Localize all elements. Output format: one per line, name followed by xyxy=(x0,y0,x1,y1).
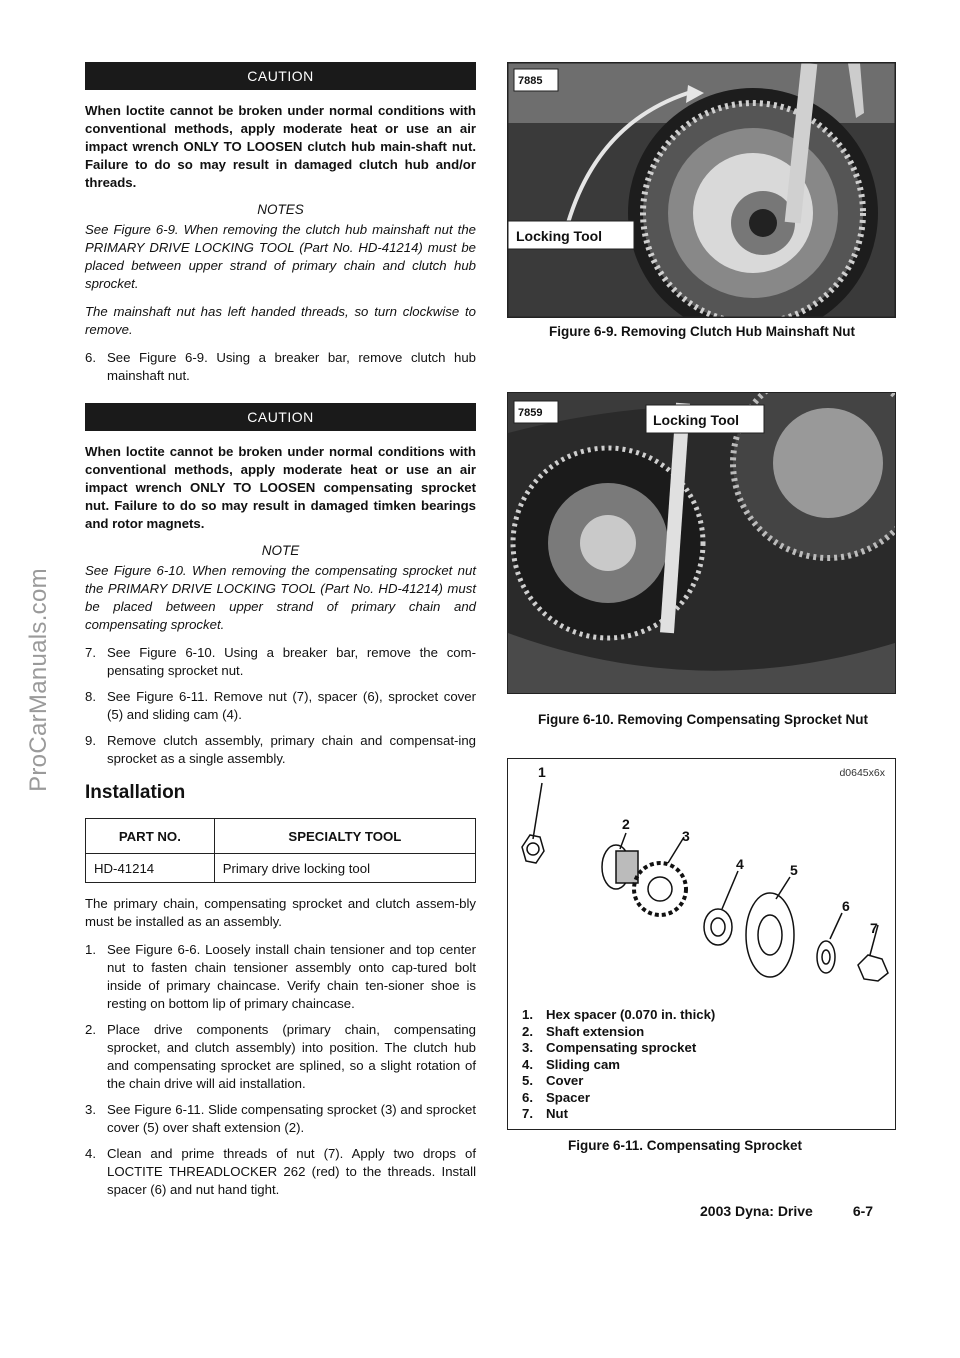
caution-banner-2: CAUTION xyxy=(85,403,476,431)
step-6 xyxy=(85,349,476,385)
legend-number: 1. xyxy=(522,1007,533,1022)
sprocket-exploded-view xyxy=(508,759,895,999)
step-text: See Figure 6-9. Using a breaker bar, remove clutch hub mainshaft nut. xyxy=(107,350,476,383)
callout-2: 2 xyxy=(622,816,630,832)
table-header-row xyxy=(86,819,476,854)
figure-code: 7859 xyxy=(518,407,543,419)
clutch-hub-photo-illustration xyxy=(508,63,895,317)
callout-1: 1 xyxy=(538,764,546,780)
installation-steps xyxy=(85,941,476,1199)
caution-text-2: When loctite cannot be broken under normal conditions with conventional methods, apply moderate heat or use an air impact wrench ONLY TO LOOSEN compensating sprocket nut. Failure to do so may result in damaged timken bearings and rotor magnets. xyxy=(85,444,476,531)
step-number: 7. xyxy=(85,645,96,660)
step-number: 2. xyxy=(85,1022,96,1037)
legend-item xyxy=(522,1073,715,1090)
install-step-1 xyxy=(85,941,476,1013)
page-footer xyxy=(700,1203,873,1219)
legend-item xyxy=(522,1007,715,1024)
diagram-code: d0645x6x xyxy=(839,767,885,779)
step-text: See Figure 6-11. Slide compensating sprocket (3) and sprocket cover (5) over shaft extension (2). xyxy=(107,1102,476,1135)
callout-7: 7 xyxy=(870,920,878,936)
note-text-2: See Figure 6-10. When removing the compensating sprocket nut the PRIMARY DRIVE LOCKING TOOL (Part No. HD-41214) must be placed between upper strand of primary chain and compensating sprocket. xyxy=(85,563,476,632)
diagram-legend xyxy=(522,1007,715,1123)
legend-number: 7. xyxy=(522,1106,533,1121)
figure-6-10-caption: Figure 6-10. Removing Compensating Sprocket Nut xyxy=(538,712,869,727)
watermark-text: ProCarManuals.com xyxy=(25,568,52,792)
legend-number: 5. xyxy=(522,1073,533,1088)
step-text: See Figure 6-10. Using a breaker bar, remove the com-pensating sprocket nut. xyxy=(107,645,476,678)
watermark xyxy=(14,560,64,800)
step-number: 9. xyxy=(85,733,96,748)
install-step-2 xyxy=(85,1021,476,1093)
legend-item xyxy=(522,1090,715,1107)
legend-item xyxy=(522,1057,715,1074)
table-row xyxy=(86,854,476,883)
legend-text: Hex spacer (0.070 in. thick) xyxy=(546,1007,716,1022)
legend-text: Compensating sprocket xyxy=(546,1040,697,1055)
note-heading: NOTE xyxy=(261,543,300,558)
legend-text: Shaft extension xyxy=(546,1023,645,1039)
compensating-sprocket-photo-illustration xyxy=(508,393,895,693)
figure-6-9-caption: Figure 6-9. Removing Clutch Hub Mainshaft Nut xyxy=(549,324,856,339)
step-text: See Figure 6-11. Remove nut (7), spacer (6), sprocket cover (5) and sliding cam (4). xyxy=(107,689,476,722)
install-step-4 xyxy=(85,1145,476,1199)
figure-code: 7885 xyxy=(518,75,543,87)
page-number: 6-7 xyxy=(852,1203,874,1219)
callout-6: 6 xyxy=(842,898,850,914)
step-text: Place drive components (primary chain, compensating sprocket, and clutch assembly) into position. The clutch hub and compensating sprocket are splined, so a slight rotation of the chain drive will aid installation. xyxy=(107,1022,476,1091)
callout-4: 4 xyxy=(736,856,744,872)
step-number: 6. xyxy=(85,350,96,365)
figure-6-11-diagram xyxy=(507,758,896,1130)
installation-intro: The primary chain, compensating sprocket and clutch assem-bly must be installed as an assembly. xyxy=(85,896,476,929)
installation-heading: Installation xyxy=(85,782,186,803)
removal-steps xyxy=(85,644,476,768)
notes-heading: NOTES xyxy=(257,202,304,217)
legend-number: 3. xyxy=(522,1040,533,1055)
table-cell: Primary drive locking tool xyxy=(214,854,475,883)
step-text: Remove clutch assembly, primary chain and compensat-ing sprocket as a single assembly. xyxy=(107,733,476,766)
legend-item xyxy=(522,1106,715,1123)
table-cell: HD-41214 xyxy=(86,854,215,883)
legend-number: 4. xyxy=(522,1056,533,1072)
caution-banner-1: CAUTION xyxy=(85,62,476,90)
step-number: 8. xyxy=(85,689,96,704)
callout-3: 3 xyxy=(682,828,690,844)
figure-6-10-photo xyxy=(507,392,896,694)
legend-number: 2. xyxy=(522,1023,533,1039)
step-7 xyxy=(85,644,476,680)
left-column xyxy=(85,62,476,1207)
footer-title: 2003 Dyna: Drive xyxy=(700,1203,813,1219)
specialty-tool-table xyxy=(85,818,476,883)
figure-6-11-caption: Figure 6-11. Compensating Sprocket xyxy=(568,1138,803,1153)
step-text: See Figure 6-6. Loosely install chain tensioner and top center nut to fasten chain tensioner assembly onto cap-tured bolt inside of primary chaincase. Verify chain ten-sioner shoe is resting on bottom lip of primary chaincase. xyxy=(107,942,476,1011)
install-step-3 xyxy=(85,1101,476,1137)
figure-6-9-photo xyxy=(507,62,896,318)
step-number: 3. xyxy=(85,1102,96,1117)
step-9 xyxy=(85,732,476,768)
step-number: 1. xyxy=(85,942,96,957)
locking-tool-label: Locking Tool xyxy=(516,228,603,244)
locking-tool-label: Locking Tool xyxy=(653,412,740,428)
step-8 xyxy=(85,688,476,724)
legend-text: Nut xyxy=(546,1106,568,1121)
legend-text: Cover xyxy=(546,1073,584,1088)
legend-number: 6. xyxy=(522,1089,533,1105)
note-item-1: See Figure 6-9. When removing the clutch hub mainshaft nut the PRIMARY DRIVE LOCKING TOOL (Part No. HD-41214) must be placed between upper strand of primary chain and clutch hub sprocket. xyxy=(85,222,476,291)
legend-item xyxy=(522,1024,715,1041)
note-item-2: The mainshaft nut has left handed threads, so turn clockwise to remove. xyxy=(85,304,476,337)
legend-text: Sliding cam xyxy=(546,1056,621,1072)
legend-item xyxy=(522,1040,715,1057)
table-header: SPECIALTY TOOL xyxy=(214,819,475,854)
table-header: PART NO. xyxy=(86,819,215,854)
step-text: Clean and prime threads of nut (7). Apply two drops of LOCTITE THREADLOCKER 262 (red) to the threads. Install spacer (6) and nut hand tight. xyxy=(107,1146,476,1197)
caution-text-1: When loctite cannot be broken under normal conditions with conventional methods, apply moderate heat or use an air impact wrench ONLY TO LOOSEN clutch hub main-shaft nut. Failure to do so may result in damaged clutch hub and/or threads. xyxy=(85,103,476,190)
callout-5: 5 xyxy=(790,862,798,878)
legend-text: Spacer xyxy=(546,1089,590,1105)
step-number: 4. xyxy=(85,1146,96,1161)
